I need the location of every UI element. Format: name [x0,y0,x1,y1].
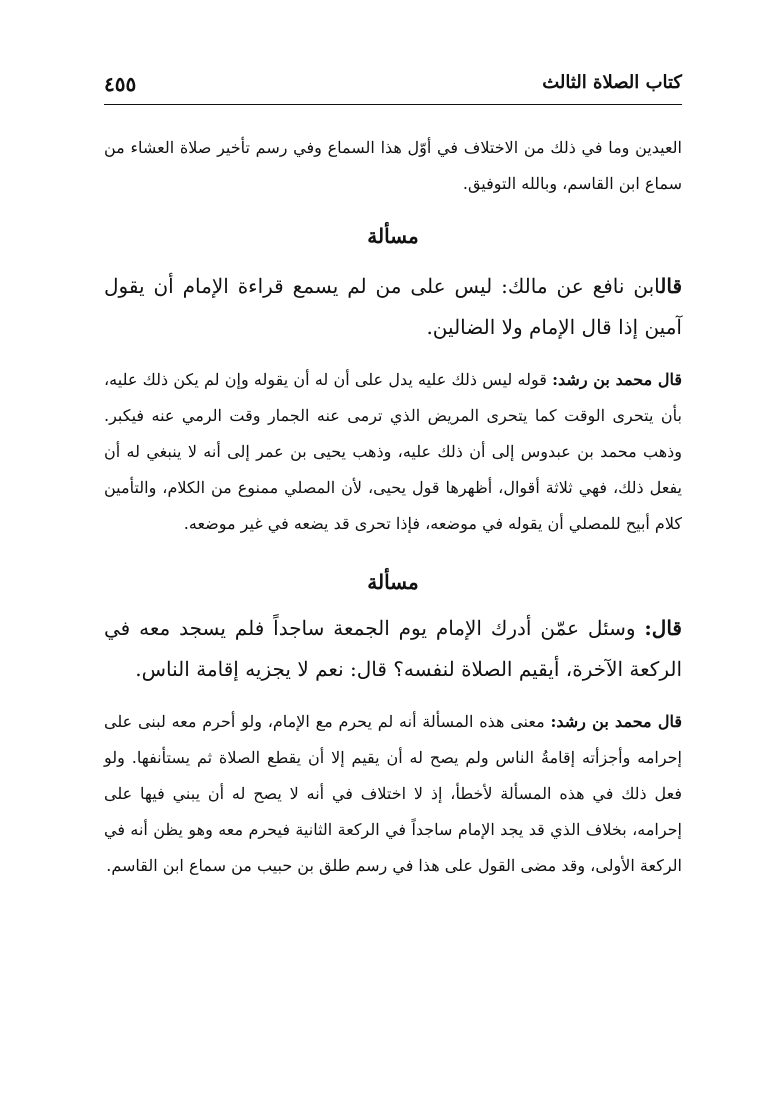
question-text: وسئل عمّن أدرك الإمام يوم الجمعة ساجداً فلم يسجد معه في الركعة الآخرة، أيقيم الصلاة لنفسه؟ قال: نعم لا يجزيه إقامة الناس. [104,616,682,681]
speaker-label: قال [660,274,682,298]
speaker-label: قال محمد بن رشد: [552,370,682,389]
question-paragraph-2 [104,608,682,690]
commentary-text: معنى هذه المسألة أنه لم يحرم مع الإمام، ولو أحرم معه لبنى على إحرامه وأجزأته إقامةُ الناس ولم يصح له أن يقيم إلا أن يقطع الصلاة ثم يستأنفها. ولو فعل ذلك في هذه المسألة لأخطأ، إذ لا اختلاف في أنه لا يصح له أن يبني فيها على إحرامه، بخلاف الذي قد يجد الإمام ساجداً في الركعة الثانية فيحرم معه وهو يظن أنه في الركعة الأولى، وقد مضى القول على هذا في رسم طلق بن حبيب من سماع ابن القاسم. [104,712,682,875]
commentary-paragraph-1 [104,362,682,542]
speaker-label: قال: [644,616,682,640]
commentary-text: قوله ليس ذلك عليه يدل على أن له أن يقوله وإن لم يكن ذلك عليه، بأن يتحرى الوقت كما يتحرى المريض الذي ترمى عنه الجمار وقت الرمي عنه فيكبر. وذهب محمد بن عبدوس إلى أن ذلك عليه، وذهب يحيى بن عمر إلى أنه لا ينبغي له أن يفعل ذلك، فهي ثلاثة أقوال، أظهرها قول يحيى، لأن المصلي ممنوع من الكلام، والتأمين كلام أبيح للمصلي أن يقوله في موضعه، فإذا تحرى قد يضعه في غير موضعه. [104,370,682,533]
commentary-paragraph-2 [104,704,682,884]
section-heading-2: مسألة [367,570,419,594]
book-page [104,70,682,1050]
question-paragraph-1 [104,266,682,348]
page-header [104,70,682,108]
page-number: ٤٥٥ [104,72,137,96]
running-title: كتاب الصلاة الثالث [542,72,682,93]
section-heading-1: مسألة [367,224,419,248]
question-text: ابن نافع عن مالك: ليس على من لم يسمع قراءة الإمام أن يقول آمين إذا قال الإمام ولا الضالين. [104,274,682,339]
speaker-label: قال محمد بن رشد: [550,712,682,731]
intro-paragraph: العيدين وما في ذلك من الاختلاف في أوّل هذا السماع وفي رسم تأخير صلاة العشاء من سماع ابن القاسم، وبالله التوفيق. [104,138,683,193]
header-rule [104,104,682,105]
